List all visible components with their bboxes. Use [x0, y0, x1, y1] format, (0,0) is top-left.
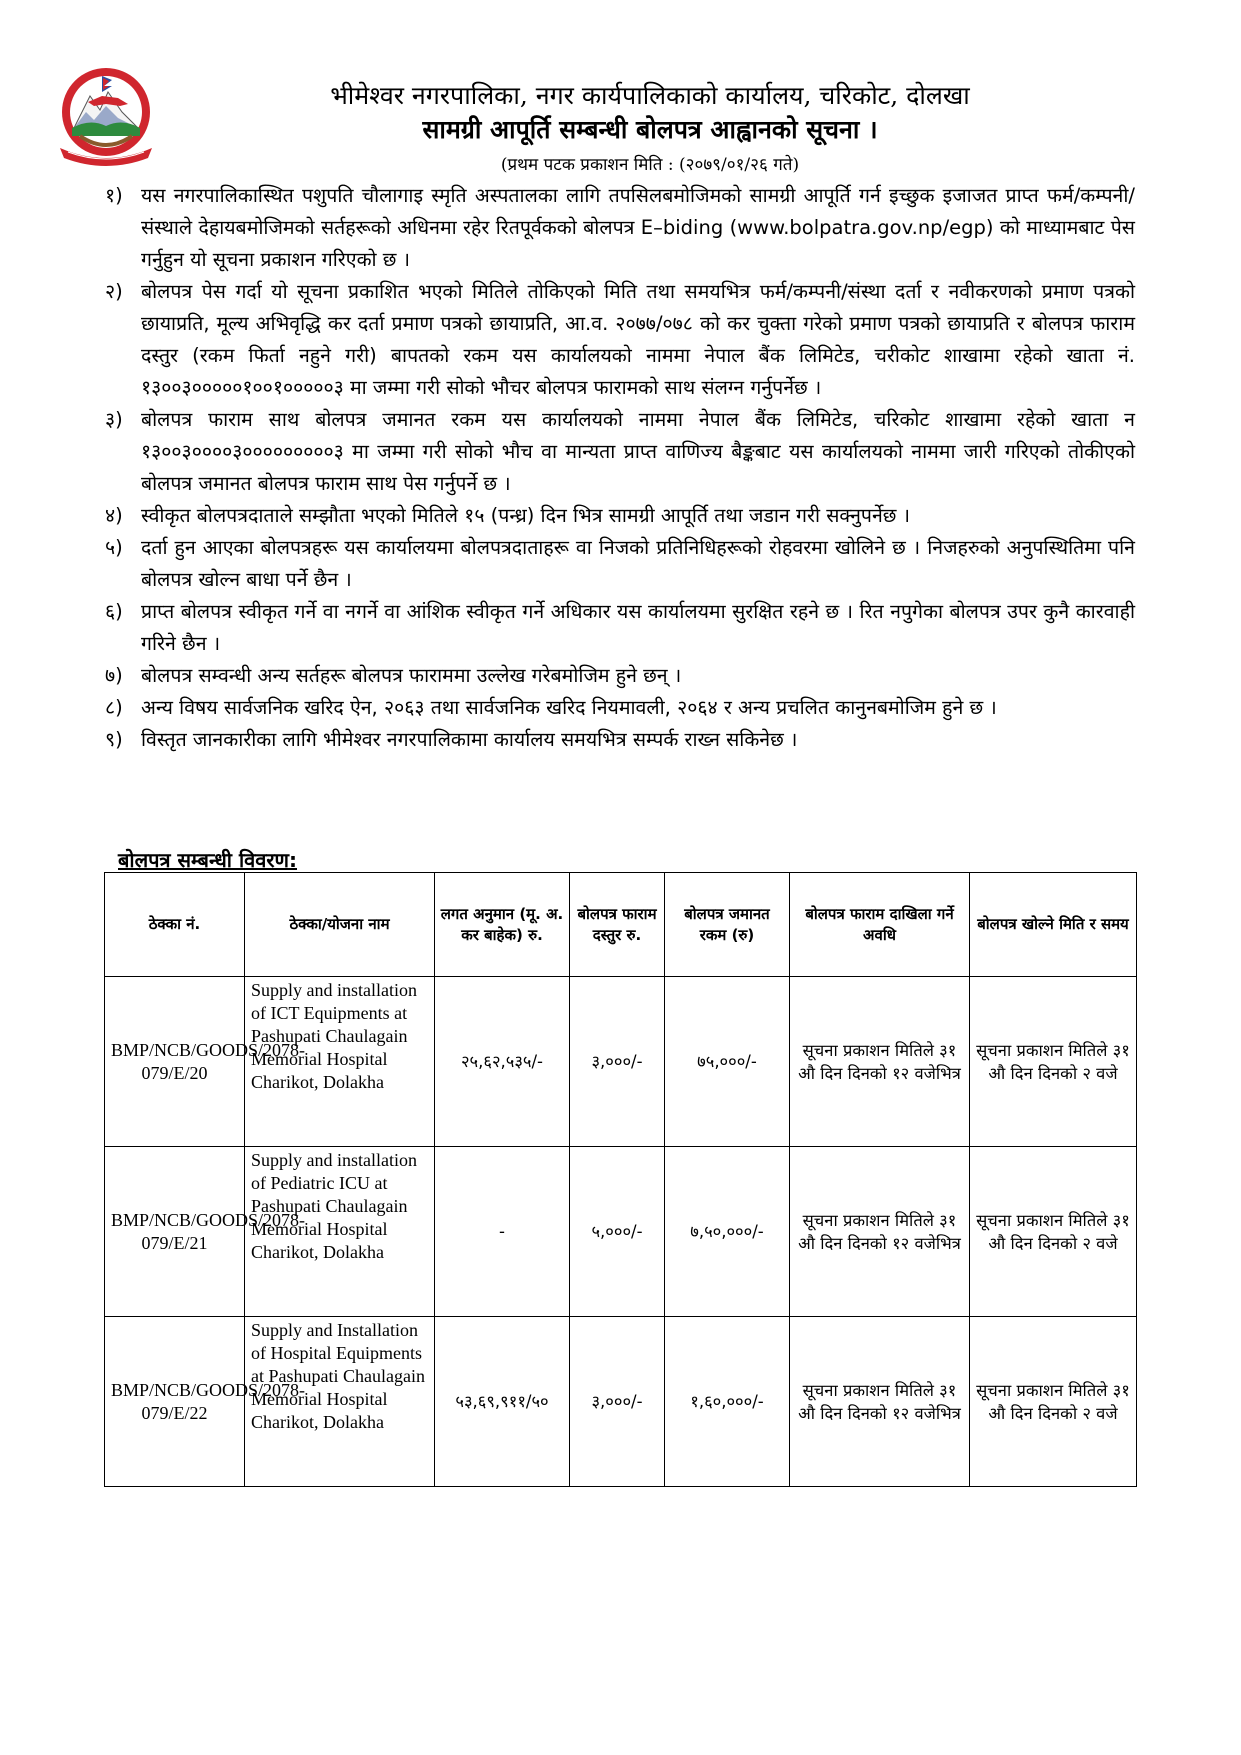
clause-item: [105, 596, 1135, 660]
clause-item: [105, 180, 1135, 276]
table-row: [105, 1147, 1137, 1317]
opening-time: सूचना प्रकाशन मितिले ३१ औ दिन दिनको २ वजे: [970, 1317, 1137, 1487]
contract-name: Supply and Installation of Hospital Equipments at Pashupati Chaulagain Memorial Hospital Charikot, Dolakha: [245, 1317, 435, 1487]
clause-item: [105, 724, 1135, 756]
clause-number: ४): [105, 504, 123, 527]
submission-period: सूचना प्रकाशन मितिले ३१ औ दिन दिनको १२ वजेभित्र: [790, 977, 970, 1147]
clause-text: बोलपत्र फाराम साथ बोलपत्र जमानत रकम यस कार्यालयको नाममा नेपाल बैंक लिमिटेड, चरिकोट शाखामा रहेको खाता न १३००३००००३०००००००००३ मा जम्मा गरी सोको भौच वा मान्यता प्राप्त वाणिज्य बैङ्कबाट यस कार्यालयको नाममा जारी गरिएको तोकीएको बोलपत्र जमानत बोलपत्र फाराम साथ पेस गर्नुपर्ने छ ।: [141, 408, 1135, 495]
cost-estimate: -: [435, 1147, 570, 1317]
table-heading: बोलपत्र सम्बन्धी विवरण:: [118, 848, 298, 872]
column-header: बोलपत्र फाराम दाखिला गर्ने अवधि: [790, 873, 970, 977]
tender-table: [104, 872, 1137, 1487]
contract-number: BMP/NCB/GOODS/2078-079/E/22: [105, 1317, 245, 1487]
submission-period: सूचना प्रकाशन मितिले ३१ औ दिन दिनको १२ वजेभित्र: [790, 1317, 970, 1487]
opening-time: सूचना प्रकाशन मितिले ३१ औ दिन दिनको २ वजे: [970, 1147, 1137, 1317]
clause-item: [105, 404, 1135, 500]
publication-date: (प्रथम पटक प्रकाशन मिति : (२०७९/०१/२६ गते): [500, 155, 800, 175]
bid-security: १,६०,०००/-: [665, 1317, 790, 1487]
clause-number: ५): [105, 536, 123, 559]
clause-text: बोलपत्र पेस गर्दा यो सूचना प्रकाशित भएको मितिले तोकिएको मिति तथा समयभित्र फर्म/कम्पनी/संस्था दर्ता र नवीकरणको प्रमाण पत्रको छायाप्रति, मूल्य अभिवृद्धि कर दर्ता प्रमाण पत्रको छायाप्रति, आ.व. २०७७/०७८ को कर चुक्ता गरेको प्रमाण पत्रको छायाप्रति र बोलपत्र फाराम दस्तुर (रकम फिर्ता नहुने गरी) बापतको रकम यस कार्यालयको नाममा नेपाल बैंक लिमिटेड, चरीकोट शाखामा रहेको खाता नं. १३००३०००००१००१०००००३ मा जम्मा गरी सोको भौचर बोलपत्र फारामको साथ संलग्न गर्नुपर्नेछ ।: [141, 280, 1135, 399]
column-header: ठेक्का नं.: [105, 873, 245, 977]
column-header: लगत अनुमान (मू. अ. कर बाहेक) रु.: [435, 873, 570, 977]
clause-item: [105, 660, 1135, 692]
column-header: बोलपत्र खोल्ने मिति र समय: [970, 873, 1137, 977]
clause-number: २): [105, 280, 123, 303]
submission-period: सूचना प्रकाशन मितिले ३१ औ दिन दिनको १२ वजेभित्र: [790, 1147, 970, 1317]
office-name: भीमेश्वर नगरपालिका, नगर कार्यपालिकाको कार्यालय, चरिकोट, दोलखा: [330, 81, 970, 110]
table-row: [105, 1317, 1137, 1487]
clause-number: ९): [105, 728, 123, 751]
column-header: बोलपत्र जमानत रकम (रु): [665, 873, 790, 977]
clause-item: [105, 532, 1135, 596]
clause-text: अन्य विषय सार्वजनिक खरिद ऐन, २०६३ तथा सार्वजनिक खरिद नियमावली, २०६४ र अन्य प्रचलित कानुनबमोजिम हुने छ ।: [141, 696, 997, 719]
clause-item: [105, 692, 1135, 724]
clause-text: दर्ता हुन आएका बोलपत्रहरू यस कार्यालयमा बोलपत्रदाताहरू वा निजको प्रतिनिधिहरूको रोहवरमा खोलिने छ । निजहरुको अनुपस्थितिमा पनि बोलपत्र खोल्न बाधा पर्ने छैन ।: [141, 536, 1135, 591]
contract-name: Supply and installation of Pediatric ICU at Pashupati Chaulagain Memorial Hospital Charikot, Dolakha: [245, 1147, 435, 1317]
form-fee: ५,०००/-: [570, 1147, 665, 1317]
clause-number: ८): [105, 696, 123, 719]
clause-text: प्राप्त बोलपत्र स्वीकृत गर्ने वा नगर्ने वा आंशिक स्वीकृत गर्ने अधिकार यस कार्यालयमा सुरक्षित रहने छ । रित नपुगेका बोलपत्र उपर कुनै कारवाही गरिने छैन ।: [141, 600, 1135, 655]
column-header: बोलपत्र फाराम दस्तुर रु.: [570, 873, 665, 977]
table-header-row: [105, 873, 1137, 977]
notice-clauses: [105, 180, 1135, 756]
clause-item: [105, 276, 1135, 404]
clause-item: [105, 500, 1135, 532]
clause-text: विस्तृत जानकारीका लागि भीमेश्वर नगरपालिकामा कार्यालय समयभित्र सम्पर्क राख्न सकिनेछ ।: [141, 728, 798, 751]
cost-estimate: २५,६२,५३५/-: [435, 977, 570, 1147]
clause-number: ६): [105, 600, 123, 623]
bid-security: ७,५०,०००/-: [665, 1147, 790, 1317]
bid-security: ७५,०००/-: [665, 977, 790, 1147]
clause-number: ३): [105, 408, 123, 431]
table-row: [105, 977, 1137, 1147]
form-fee: ३,०००/-: [570, 1317, 665, 1487]
clause-text: यस नगरपालिकास्थित पशुपति चौलागाइ स्मृति अस्पतालका लागि तपसिलबमोजिमको सामग्री आपूर्ति गर्न इच्छुक इजाजत प्राप्त फर्म/कम्पनी/संस्थाले देहायबमोजिमको सर्तहरूको अधिनमा रहेर रितपूर्वकको बोलपत्र E–biding (www.bolpatra.gov.np/egp) को माध्यामबाट पेस गर्नुहुन यो सूचना प्रकाशन गरिएको छ ।: [141, 184, 1135, 271]
clause-number: १): [105, 184, 123, 207]
clause-number: ७): [105, 664, 123, 687]
cost-estimate: ५३,६९,९११/५०: [435, 1317, 570, 1487]
opening-time: सूचना प्रकाशन मितिले ३१ औ दिन दिनको २ वजे: [970, 977, 1137, 1147]
contract-name: Supply and installation of ICT Equipments at Pashupati Chaulagain Memorial Hospital Charikot, Dolakha: [245, 977, 435, 1147]
contract-number: BMP/NCB/GOODS/2078-079/E/20: [105, 977, 245, 1147]
notice-title: सामग्री आपूर्ति सम्बन्धी बोलपत्र आह्वानको सूचना ।: [422, 115, 878, 144]
nepal-government-emblem: [50, 62, 162, 166]
clause-text: स्वीकृत बोलपत्रदाताले सम्झौता भएको मितिले १५ (पन्ध्र) दिन भित्र सामग्री आपूर्ति तथा जडान गरी सक्नुपर्नेछ ।: [141, 504, 911, 527]
clause-text: बोलपत्र सम्वन्धी अन्य सर्तहरू बोलपत्र फाराममा उल्लेख गरेबमोजिम हुने छन् ।: [141, 664, 682, 687]
form-fee: ३,०००/-: [570, 977, 665, 1147]
contract-number: BMP/NCB/GOODS/2078-079/E/21: [105, 1147, 245, 1317]
column-header: ठेक्का/योजना नाम: [245, 873, 435, 977]
